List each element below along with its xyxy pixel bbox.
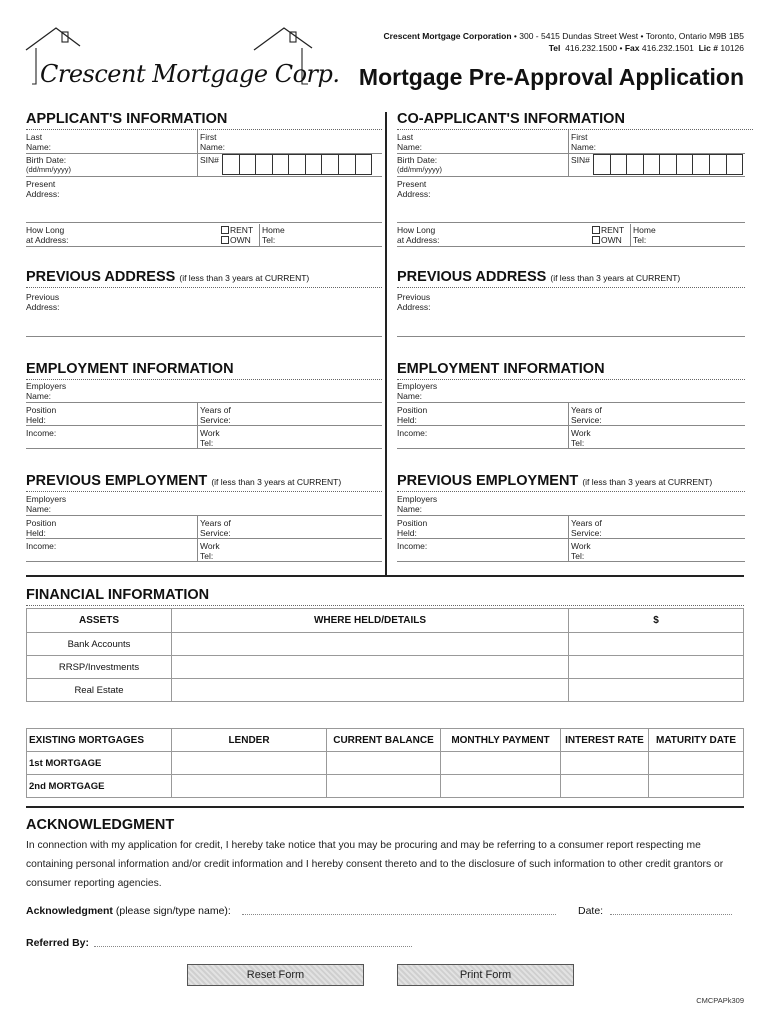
co-work-tel-label: Work Tel: <box>571 428 591 448</box>
tel-label: Tel <box>548 43 561 53</box>
co-employer-name-label: Employers Name: <box>397 381 438 401</box>
payment-cell[interactable] <box>441 775 561 798</box>
amount-cell[interactable] <box>569 633 744 656</box>
coapplicant-section-title: CO-APPLICANT'S INFORMATION <box>397 110 753 130</box>
rent-own-checkboxes[interactable]: RENT OWN <box>221 225 253 245</box>
birth-date-label: Birth Date: (dd/mm/yyyy) <box>26 155 71 174</box>
corporation-info <box>384 30 744 54</box>
asset-label: RRSP/Investments <box>27 656 172 679</box>
payment-cell[interactable] <box>441 752 561 775</box>
table-row <box>27 679 744 702</box>
section-rule <box>26 575 744 577</box>
co-sin-label: SIN# <box>571 155 590 165</box>
applicant-section-title: APPLICANT'S INFORMATION <box>26 110 382 130</box>
co-prev-employer-name-label: Employers Name: <box>397 494 438 514</box>
co-last-name-label: Last Name: <box>397 132 423 152</box>
lender-cell[interactable] <box>172 752 327 775</box>
prev-work-tel-label: Work Tel: <box>200 541 220 561</box>
work-tel-label: Work Tel: <box>200 428 220 448</box>
corp-name: Crescent Mortgage Corporation <box>383 31 512 41</box>
date-label: Date: <box>578 905 604 917</box>
maturity-cell[interactable] <box>649 752 744 775</box>
previous-address-label: Previous Address: <box>26 292 60 312</box>
last-name-label: Last Name: <box>26 132 52 152</box>
employment-title: EMPLOYMENT INFORMATION <box>26 360 382 380</box>
co-years-service-label: Years of Service: <box>571 405 602 425</box>
co-sin-input-boxes[interactable] <box>593 154 743 175</box>
monthly-payment-header: MONTHLY PAYMENT <box>441 729 561 752</box>
rate-cell[interactable] <box>561 752 649 775</box>
home-tel-label: Home Tel: <box>262 225 285 245</box>
balance-cell[interactable] <box>327 775 441 798</box>
interest-rate-header: INTEREST RATE <box>561 729 649 752</box>
corp-lic: 10126 <box>720 43 744 53</box>
co-prev-work-tel-label: Work Tel: <box>571 541 591 561</box>
applicant-column <box>26 110 382 570</box>
co-prev-years-service-label: Years of Service: <box>571 518 602 538</box>
coapplicant-column <box>397 110 753 570</box>
table-row <box>27 656 744 679</box>
prev-employment-title: PREVIOUS EMPLOYMENT (if less than 3 years at CURRENT) <box>26 472 382 492</box>
reset-form-button[interactable]: Reset Form <box>187 964 364 986</box>
co-how-long-label: How Long at Address: <box>397 225 440 245</box>
assets-header: ASSETS <box>27 609 172 633</box>
co-employment-title: EMPLOYMENT INFORMATION <box>397 360 745 380</box>
balance-cell[interactable] <box>327 752 441 775</box>
sin-input-boxes[interactable] <box>222 154 372 175</box>
co-rent-checkbox[interactable] <box>592 226 600 234</box>
amount-cell[interactable] <box>569 656 744 679</box>
print-form-button[interactable]: Print Form <box>397 964 574 986</box>
co-prev-position-label: Position Held: <box>397 518 428 538</box>
co-previous-address-label: Previous Address: <box>397 292 431 312</box>
asset-label: Real Estate <box>27 679 172 702</box>
existing-mortgages-header: EXISTING MORTGAGES <box>27 729 172 752</box>
rent-checkbox[interactable] <box>221 226 229 234</box>
date-field[interactable] <box>610 914 732 915</box>
page-title: Mortgage Pre-Approval Application <box>358 64 744 90</box>
maturity-cell[interactable] <box>649 775 744 798</box>
position-label: Position Held: <box>26 405 57 425</box>
corp-address: • 300 - 5415 Dundas Street West • Toronto, Ontario M9B 1B5 <box>513 31 744 41</box>
form-code: CMCPAPk309 <box>696 996 744 1005</box>
employer-name-label: Employers Name: <box>26 381 67 401</box>
co-present-address-field[interactable] <box>397 222 745 223</box>
lender-header: LENDER <box>172 729 327 752</box>
mortgage-label: 1st MORTGAGE <box>27 752 172 775</box>
amount-cell[interactable] <box>569 679 744 702</box>
prev-income-label: Income: <box>26 541 57 551</box>
co-position-label: Position Held: <box>397 405 428 425</box>
co-own-checkbox[interactable] <box>592 236 600 244</box>
co-rent-own-checkboxes[interactable]: RENT OWN <box>592 225 624 245</box>
present-address-field[interactable] <box>26 222 382 223</box>
first-name-label: First Name: <box>200 132 226 152</box>
acknowledgment-title: ACKNOWLEDGMENT <box>26 817 175 833</box>
logo-text: Crescent Mortgage Corp. <box>40 60 340 88</box>
referred-by-field[interactable] <box>94 946 412 947</box>
co-income-label: Income: <box>397 428 428 438</box>
co-prev-address-title: PREVIOUS ADDRESS (if less than 3 years at CURRENT) <box>397 268 745 288</box>
co-previous-address-field[interactable] <box>397 336 745 337</box>
co-first-name-label: First Name: <box>571 132 597 152</box>
lic-label: Lic # <box>698 43 718 53</box>
maturity-date-header: MATURITY DATE <box>649 729 744 752</box>
corp-tel: 416.232.1500 • <box>565 43 623 53</box>
mortgage-label: 2nd MORTGAGE <box>27 775 172 798</box>
prev-position-label: Position Held: <box>26 518 57 538</box>
own-checkbox[interactable] <box>221 236 229 244</box>
co-prev-income-label: Income: <box>397 541 428 551</box>
years-service-label: Years of Service: <box>200 405 231 425</box>
amount-header: $ <box>569 609 744 633</box>
column-divider <box>385 112 387 576</box>
details-cell[interactable] <box>172 633 569 656</box>
co-home-tel-label: Home Tel: <box>633 225 656 245</box>
co-birth-date-label: Birth Date: (dd/mm/yyyy) <box>397 155 442 174</box>
acknowledgment-text: In connection with my application for credit, I hereby take notice that you may be procuring and may be referring to a consumer report respecting me containing personal information and/or credit information and I hereby consent thereto and to the disclosure of such information to other credit grantors or consumer reporting agencies. <box>26 840 724 889</box>
income-label: Income: <box>26 428 57 438</box>
prev-years-service-label: Years of Service: <box>200 518 231 538</box>
asset-label: Bank Accounts <box>27 633 172 656</box>
lender-cell[interactable] <box>172 775 327 798</box>
how-long-label: How Long at Address: <box>26 225 69 245</box>
referred-by-label: Referred By: <box>26 937 90 949</box>
current-balance-header: CURRENT BALANCE <box>327 729 441 752</box>
sin-label: SIN# <box>200 155 219 165</box>
financial-title: FINANCIAL INFORMATION <box>26 586 744 606</box>
previous-address-field[interactable] <box>26 336 382 337</box>
rate-cell[interactable] <box>561 775 649 798</box>
mortgages-table <box>26 728 744 798</box>
where-held-header: WHERE HELD/DETAILS <box>172 609 569 633</box>
table-row <box>27 775 744 798</box>
table-row <box>27 633 744 656</box>
fax-label: Fax <box>624 43 640 53</box>
prev-address-title: PREVIOUS ADDRESS (if less than 3 years at CURRENT) <box>26 268 382 288</box>
corp-fax: 416.232.1501 <box>641 43 694 53</box>
details-cell[interactable] <box>172 656 569 679</box>
co-prev-employment-title: PREVIOUS EMPLOYMENT (if less than 3 years at CURRENT) <box>397 472 745 492</box>
assets-table <box>26 608 744 702</box>
present-address-label: Present Address: <box>26 179 60 199</box>
prev-employer-name-label: Employers Name: <box>26 494 67 514</box>
section-rule <box>26 806 744 808</box>
signature-field[interactable] <box>242 914 556 915</box>
sign-label: Acknowledgment (please sign/type name): <box>26 905 231 917</box>
table-row <box>27 752 744 775</box>
co-present-address-label: Present Address: <box>397 179 431 199</box>
details-cell[interactable] <box>172 679 569 702</box>
